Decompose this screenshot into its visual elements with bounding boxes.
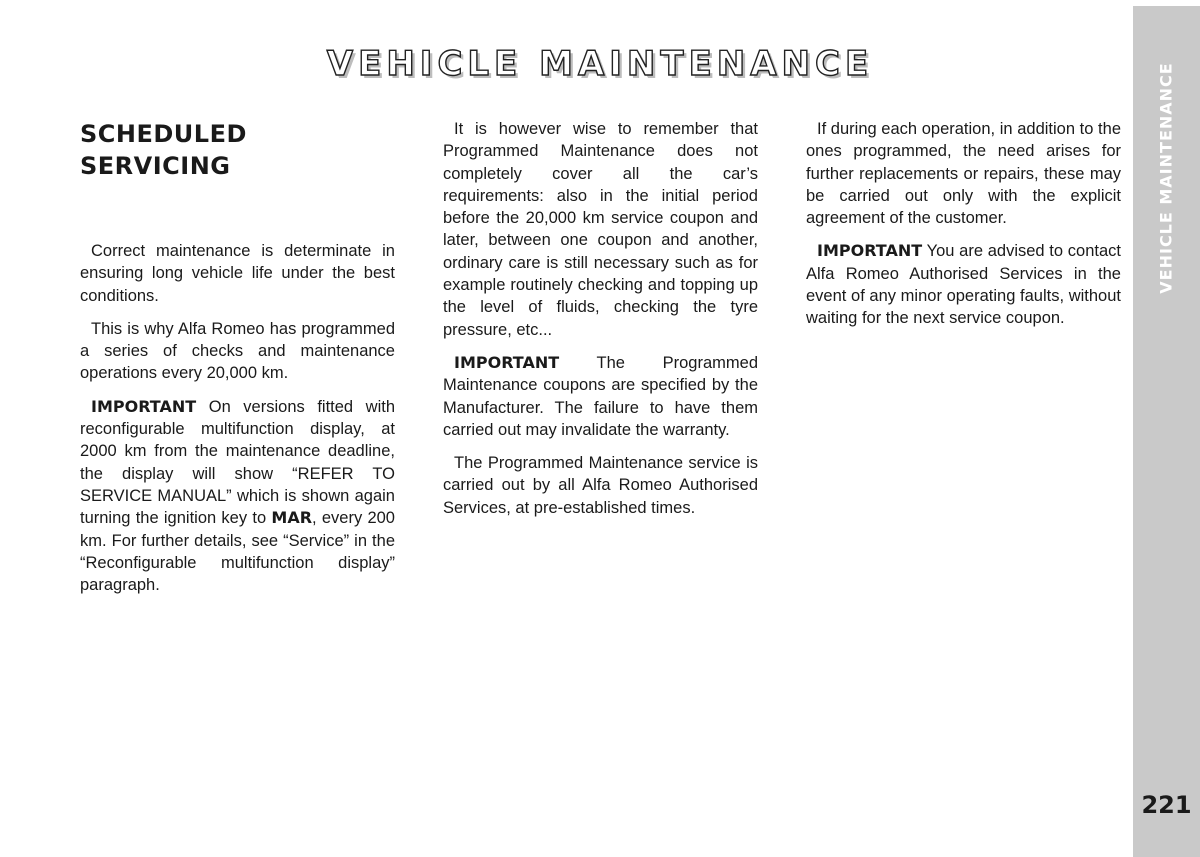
paragraph-authorised-services: The Programmed Maintenance service is carried out by all Alfa Romeo Authorised Services, at pre-established times.	[443, 454, 758, 517]
page-header-title: VEHICLE MAINTENANCE	[326, 44, 874, 84]
section-side-tab	[1133, 6, 1200, 857]
important-label: IMPORTANT	[817, 241, 923, 261]
mar-label: MAR	[271, 508, 313, 528]
section-title-line-1: SCHEDULED	[80, 120, 247, 148]
paragraph-correct-maintenance: Correct maintenance is determinate in ensuring long vehicle life under the best conditions.	[80, 242, 395, 305]
section-title	[80, 118, 395, 182]
paragraph-important-faults	[806, 240, 1121, 329]
text-column-3	[806, 118, 1121, 341]
paragraph-important-display	[80, 396, 395, 597]
paragraph-important-coupons	[443, 352, 758, 441]
paragraph-text: The Programmed Maintenance coupons are specified by the Manufacturer. The failure to have them carried out may invalidate the warranty.	[443, 353, 758, 439]
important-label: IMPORTANT	[454, 352, 560, 372]
paragraph-ordinary-care: It is however wise to remember that Programmed Maintenance does not completely cover all the car’s requirements: also in the initial period before the 20,000 km service coupon and later, between one coupon and another, ordinary care is still necessary such as for example routinely checking and topping up the level of fluids, checking the tyre pressure, etc...	[443, 120, 758, 339]
paragraph-text: You are advised to contact Alfa Romeo Authorised Services in the event of any minor operating faults, without waiting for the next service coupon.	[806, 242, 1121, 328]
section-title-line-2: SERVICING	[80, 152, 231, 180]
text-column-1	[80, 118, 395, 607]
page-number: 221	[1141, 791, 1192, 819]
paragraph-text: On versions fitted with reconfigurable multifunction display, at 2000 km from the maintenance deadline, the display will show “REFER TO SERVICE MANUAL” which is shown again turning the ignition key to	[80, 397, 395, 528]
paragraph-additional-repairs: If during each operation, in addition to the ones programmed, the need arises for further replacements or repairs, these may be carried out only with the explicit agreement of the customer.	[806, 120, 1121, 228]
paragraph-text: , every 200 km. For further details, see “Service” in the “Reconfigurable multifunction display” paragraph.	[80, 509, 395, 595]
paragraph-programmed-checks: This is why Alfa Romeo has programmed a series of checks and maintenance operations every 20,000 km.	[80, 319, 395, 383]
important-label: IMPORTANT	[91, 396, 197, 416]
text-column-2	[443, 118, 758, 530]
side-tab-label: VEHICLE MAINTENANCE	[1156, 62, 1176, 294]
page-header	[0, 44, 1200, 84]
